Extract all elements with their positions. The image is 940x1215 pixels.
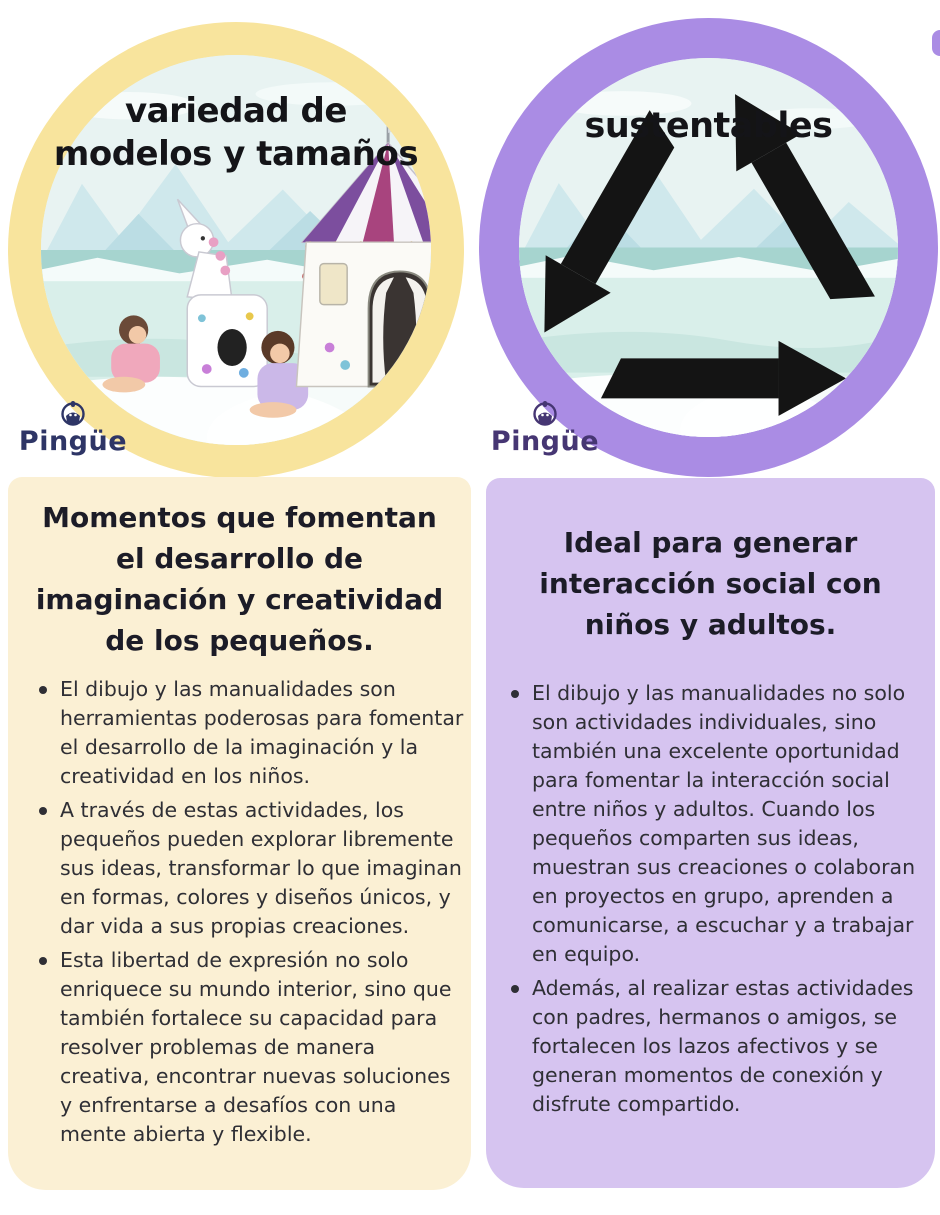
social-interaction-card bbox=[486, 478, 935, 1188]
pingue-logo-left bbox=[18, 400, 128, 456]
social-bullet-list bbox=[486, 679, 935, 1119]
imagination-bullet-list bbox=[8, 675, 471, 1149]
pingue-penguin-icon bbox=[532, 400, 558, 426]
imagination-card-heading bbox=[8, 477, 471, 661]
sustainable-badge-title bbox=[479, 104, 938, 148]
heading-line: imaginación y creatividad bbox=[35, 583, 444, 616]
badge-title-line: variedad de bbox=[125, 91, 347, 131]
heading-line: de los pequeños. bbox=[105, 624, 374, 657]
heading-line: el desarrollo de bbox=[116, 542, 363, 575]
bullet-item: El dibujo y las manualidades son herramientas poderosas para fomentar el desarrollo de la imaginación y la creatividad en los niños. bbox=[60, 675, 469, 791]
heading-line: niños y adultos. bbox=[584, 608, 837, 641]
variety-badge-title bbox=[8, 90, 464, 176]
bullet-item: Esta libertad de expresión no solo enriquece su mundo interior, sino que también fortalece su capacidad para resolver problemas de manera creativa, encontrar nuevas soluciones y enfrentarse a desafíos con una mente abierta y flexible. bbox=[60, 946, 469, 1149]
heading-line: interacción social con bbox=[539, 567, 882, 600]
bullet-item: El dibujo y las manualidades no solo son actividades individuales, sino también una excelente oportunidad para fomentar la interacción social entre niños y adultos. Cuando los pequeños comparten sus ideas, muestran sus creaciones o colaboran en proyectos en grupo, aprenden a comunicarse, a escuchar y a trabajar en equipo. bbox=[532, 679, 927, 969]
pingue-logo-word: Pingüe bbox=[490, 426, 600, 457]
pingue-logo-right bbox=[490, 400, 600, 456]
badge-title-line: modelos y tamaños bbox=[53, 134, 419, 174]
heading-line: Momentos que fomentan bbox=[42, 501, 437, 534]
pingue-logo-word: Pingüe bbox=[18, 426, 128, 457]
pingue-penguin-icon bbox=[60, 400, 86, 426]
badge-title-line: sustentables bbox=[584, 106, 833, 146]
adjacent-image-fragment bbox=[932, 30, 940, 56]
heading-line: Ideal para generar bbox=[563, 526, 858, 559]
bullet-item: A través de estas actividades, los pequeños pueden explorar libremente sus ideas, transformar lo que imaginan en formas, colores y diseños únicos, y dar vida a sus propias creaciones. bbox=[60, 796, 469, 941]
social-card-heading bbox=[486, 478, 935, 645]
bullet-item: Además, al realizar estas actividades con padres, hermanos o amigos, se fortalecen los lazos afectivos y se generan momentos de conexión y disfrute compartido. bbox=[532, 974, 927, 1119]
imagination-card bbox=[8, 477, 471, 1190]
